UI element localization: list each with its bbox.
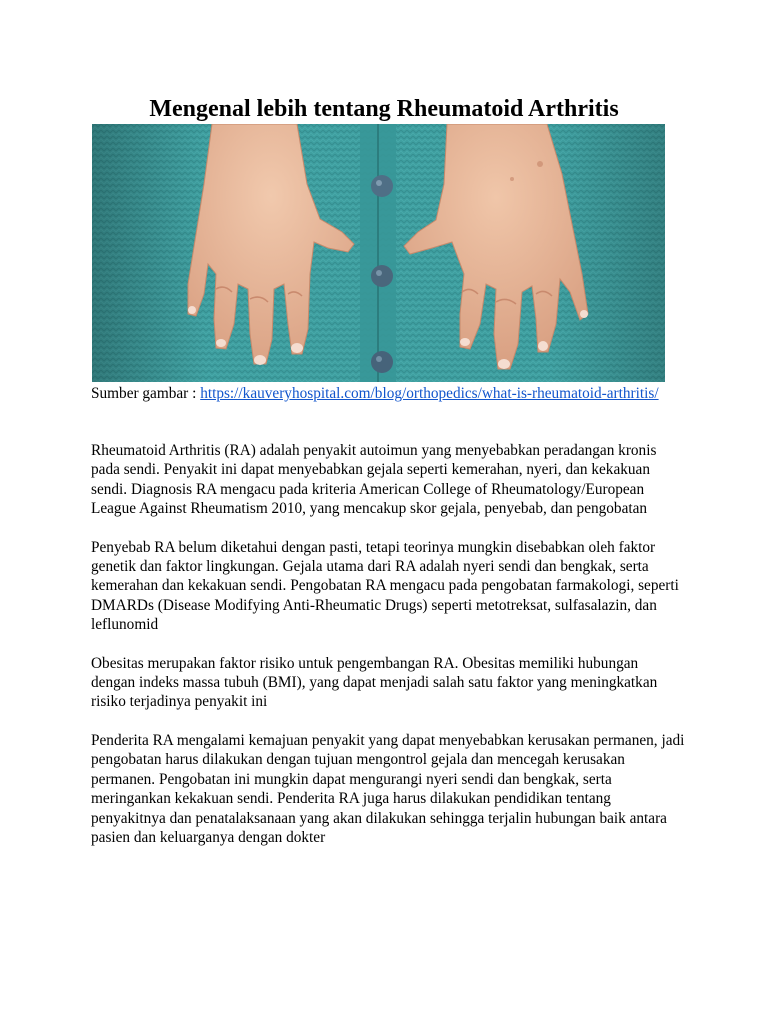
page-title: Mengenal lebih tentang Rheumatoid Arthritis <box>149 96 619 122</box>
image-source-link[interactable]: https://kauveryhospital.com/blog/orthopedics/what-is-rheumatoid-arthritis/ <box>200 385 659 402</box>
cardigan-button <box>371 351 393 373</box>
hands-photo <box>92 124 665 382</box>
paragraph-ra-causes: Penyebab RA belum diketahui dengan pasti, tetapi teorinya mungkin disebabkan oleh faktor genetik dan faktor lingkungan. Gejala utama dari RA adalah nyeri sendi dan bengkak, serta kemerahan dan kekakuan sendi. Pengobatan RA mengacu pada pengobatan farmakologi, seperti DMARDs (Disease Modifying Anti-Rheumatic Drugs) seperti metotreksat, sulfasalazin, dan leflunomid <box>91 538 679 634</box>
image-source-caption <box>91 384 681 404</box>
cardigan-button <box>371 265 393 287</box>
caption-prefix: Sumber gambar : <box>91 385 201 402</box>
cardigan-button <box>371 175 393 197</box>
paragraph-ra-treatment: Penderita RA mengalami kemajuan penyakit yang dapat menyebabkan kerusakan permanen, jadi pengobatan harus dilakukan dengan tujuan mengontrol gejala dan mencegah kerusakan permanen. Pengobatan ini mungkin dapat mengurangi nyeri sendi dan bengkak, serta meringankan kekakuan sendi. Penderita RA juga harus dilakukan pendidikan tentang penyakitnya dan penatalaksanaan yang akan dilakukan sehingga terjalin hubungan baik antara pasien dan keluarganya dengan dokter <box>91 731 685 846</box>
paragraph-obesity-risk: Obesitas merupakan faktor risiko untuk pengembangan RA. Obesitas memiliki hubungan dengan indeks massa tubuh (BMI), yang dapat menjadi salah satu faktor yang meningkatkan risiko terjadinya penyakit ini <box>91 654 658 711</box>
article-body <box>91 441 686 866</box>
paragraph-ra-definition: Rheumatoid Arthritis (RA) adalah penyakit autoimun yang menyebabkan peradangan kronis pada sendi. Penyakit ini dapat menyebabkan gejala seperti kemerahan, nyeri, dan kekakuan sendi. Diagnosis RA mengacu pada kriteria American College of Rheumatology/European League Against Rheumatism 2010, yang mencakup skor gejala, penyebab, dan pengobatan <box>91 442 657 518</box>
